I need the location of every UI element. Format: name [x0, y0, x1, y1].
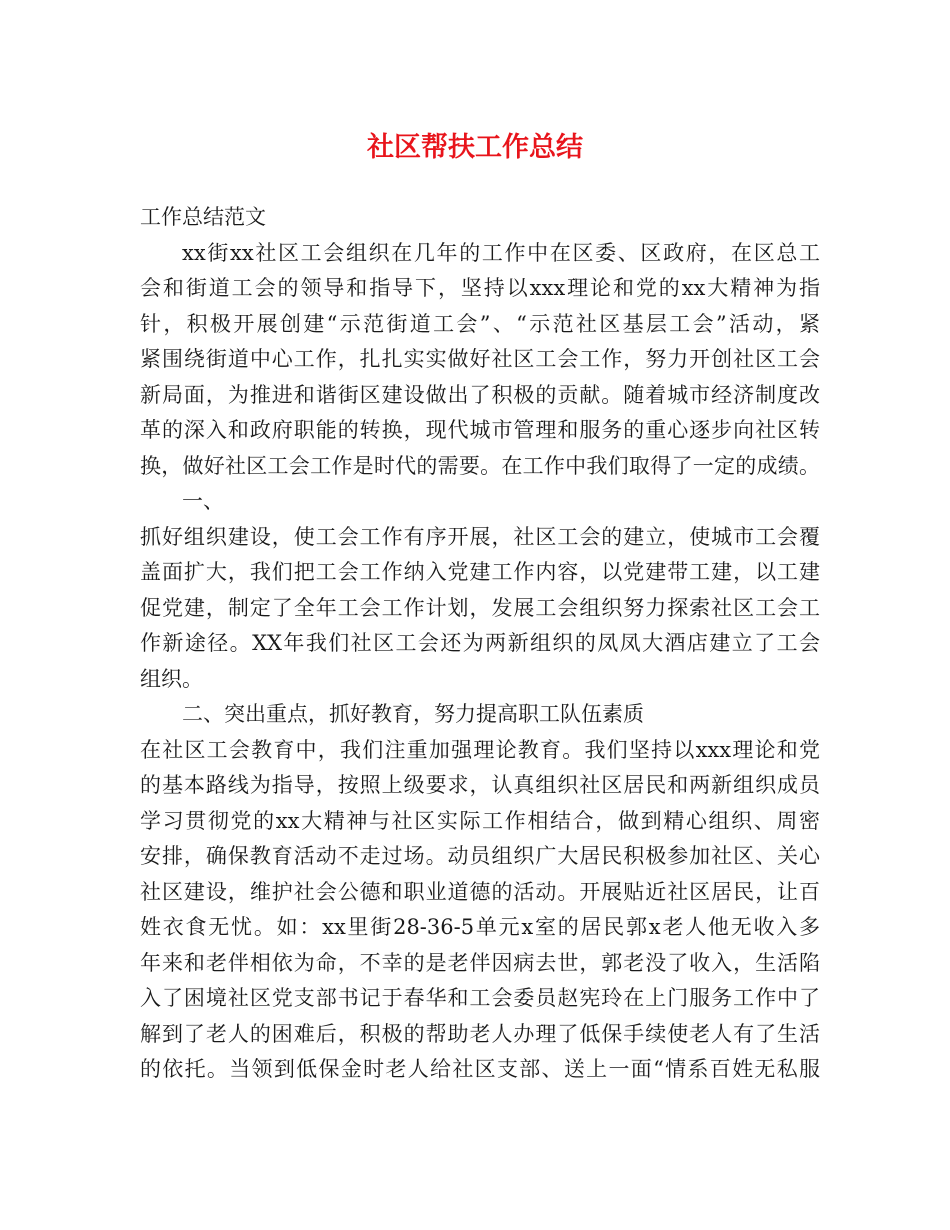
body-text-line: 安排，确保教育活动不走过场。动员组织广大居民积极参加社区、关心 — [140, 844, 820, 868]
body-text-line: 年来和老伴相依为命，不幸的是老伴因病去世，郭老没了收入，生活陷 — [140, 950, 820, 975]
body-text-line: 盖面扩大，我们把工会工作纳入党建工作内容，以党建带工建，以工建 — [140, 560, 820, 584]
body-text-line: 作新途径。XX年我们社区工会还为两新组织的凤凤大酒店建立了工会 — [140, 631, 820, 655]
body-text-line: 针，积极开展创建“示范街道工会”、“示范社区基层工会”活动，紧 — [140, 311, 820, 336]
body-text-line: 新局面，为推进和谐街区建设做出了积极的贡献。随着城市经济制度改 — [140, 382, 820, 407]
body-text-line: 社区建设，维护社会公德和职业道德的活动。开展贴近社区居民，让百 — [140, 879, 820, 904]
body-text-line: 换，做好社区工会工作是时代的需要。在工作中我们取得了一定的成绩。 — [140, 453, 820, 478]
body-text-line: 的基本路线为指导，按照上级要求，认真组织社区居民和两新组织成员 — [140, 773, 820, 797]
body-text-line: 抓好组织建设，使工会工作有序开展，社区工会的建立，使城市工会覆 — [140, 524, 820, 549]
body-text-line: 会和街道工会的领导和指导下，坚持以xxx理论和党的xx大精神为指 — [140, 276, 820, 300]
body-text-line: 在社区工会教育中，我们注重加强理论教育。我们坚持以xxx理论和党 — [140, 737, 820, 762]
body-text-line: 组织。 — [140, 666, 203, 691]
body-text-line: 解到了老人的困难后，积极的帮助老人办理了低保手续使老人有了生活 — [140, 1021, 820, 1046]
body-text-line: 二、突出重点，抓好教育，努力提高职工队伍素质 — [182, 702, 644, 726]
body-text-line: xx街xx社区工会组织在几年的工作中在区委、区政府，在区总工 — [182, 240, 820, 265]
body-text-line: 革的深入和政府职能的转换，现代城市管理和服务的重心逐步向社区转 — [140, 418, 820, 442]
body-text-line: 姓衣食无忧。如：xx里街28-36-5单元x室的居民郭x老人他无收入多 — [140, 915, 820, 939]
body-text-line: 紧围绕街道中心工作，扎扎实实做好社区工会工作，努力开创社区工会 — [140, 347, 820, 371]
body-text-line: 的依托。当领到低保金时老人给社区支部、送上一面“情系百姓无私服 — [140, 1057, 820, 1081]
document-title: 社区帮扶工作总结 — [367, 132, 583, 163]
document-subtitle: 工作总结范文 — [140, 205, 266, 229]
document-body — [140, 200, 820, 1088]
body-text-line: 一、 — [182, 489, 224, 513]
body-text-line: 促党建，制定了全年工会工作计划，发展工会组织努力探索社区工会工 — [140, 595, 820, 620]
body-text-line: 入了困境社区党支部书记于春华和工会委员赵宪玲在上门服务工作中了 — [140, 986, 820, 1010]
body-text-line: 学习贯彻党的xx大精神与社区实际工作相结合，做到精心组织、周密 — [140, 808, 820, 833]
